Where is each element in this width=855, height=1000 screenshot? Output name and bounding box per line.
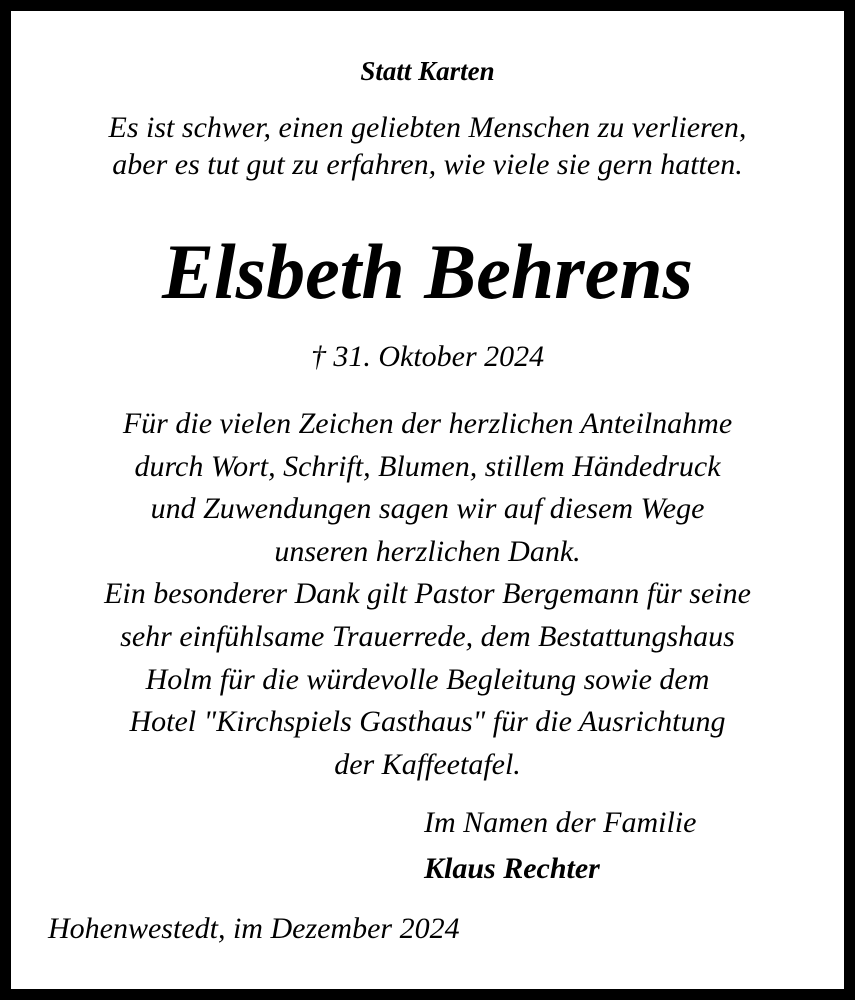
quote-line: aber es tut gut zu erfahren, wie viele sie gern hatten. [112, 148, 743, 181]
thanks-line: sehr einfühlsame Trauerrede, dem Bestattungshaus [120, 619, 735, 653]
deceased-name: Elsbeth Behrens [162, 228, 693, 315]
thanks-text [11, 403, 844, 786]
signature-name: Klaus Rechter [424, 852, 600, 885]
thanks-line: der Kaffeetafel. [334, 747, 521, 781]
quote-line: Es ist schwer, einen geliebten Menschen zu verlieren, [108, 111, 747, 144]
signature-intro: Im Namen der Familie [424, 806, 697, 839]
place-date: Hohenwestedt, im Dezember 2024 [48, 912, 460, 945]
quote [11, 109, 844, 183]
thanks-line: durch Wort, Schrift, Blumen, stillem Händedruck [134, 449, 721, 483]
death-date: † 31. Oktober 2024 [310, 340, 545, 373]
thanks-line: und Zuwendungen sagen wir auf diesem Wege [150, 492, 705, 526]
thanks-line: Ein besonderer Dank gilt Pastor Bergemann für seine [104, 577, 751, 611]
thanks-line: Holm für die würdevolle Begleitung sowie dem [145, 662, 710, 696]
thanks-line: Für die vielen Zeichen der herzlichen Anteilnahme [122, 407, 733, 440]
thanks-line: Hotel "Kirchspiels Gasthaus" für die Ausrichtung [129, 705, 726, 739]
notice-header: Statt Karten [360, 56, 495, 86]
thanks-line: unseren herzlichen Dank. [274, 534, 581, 568]
